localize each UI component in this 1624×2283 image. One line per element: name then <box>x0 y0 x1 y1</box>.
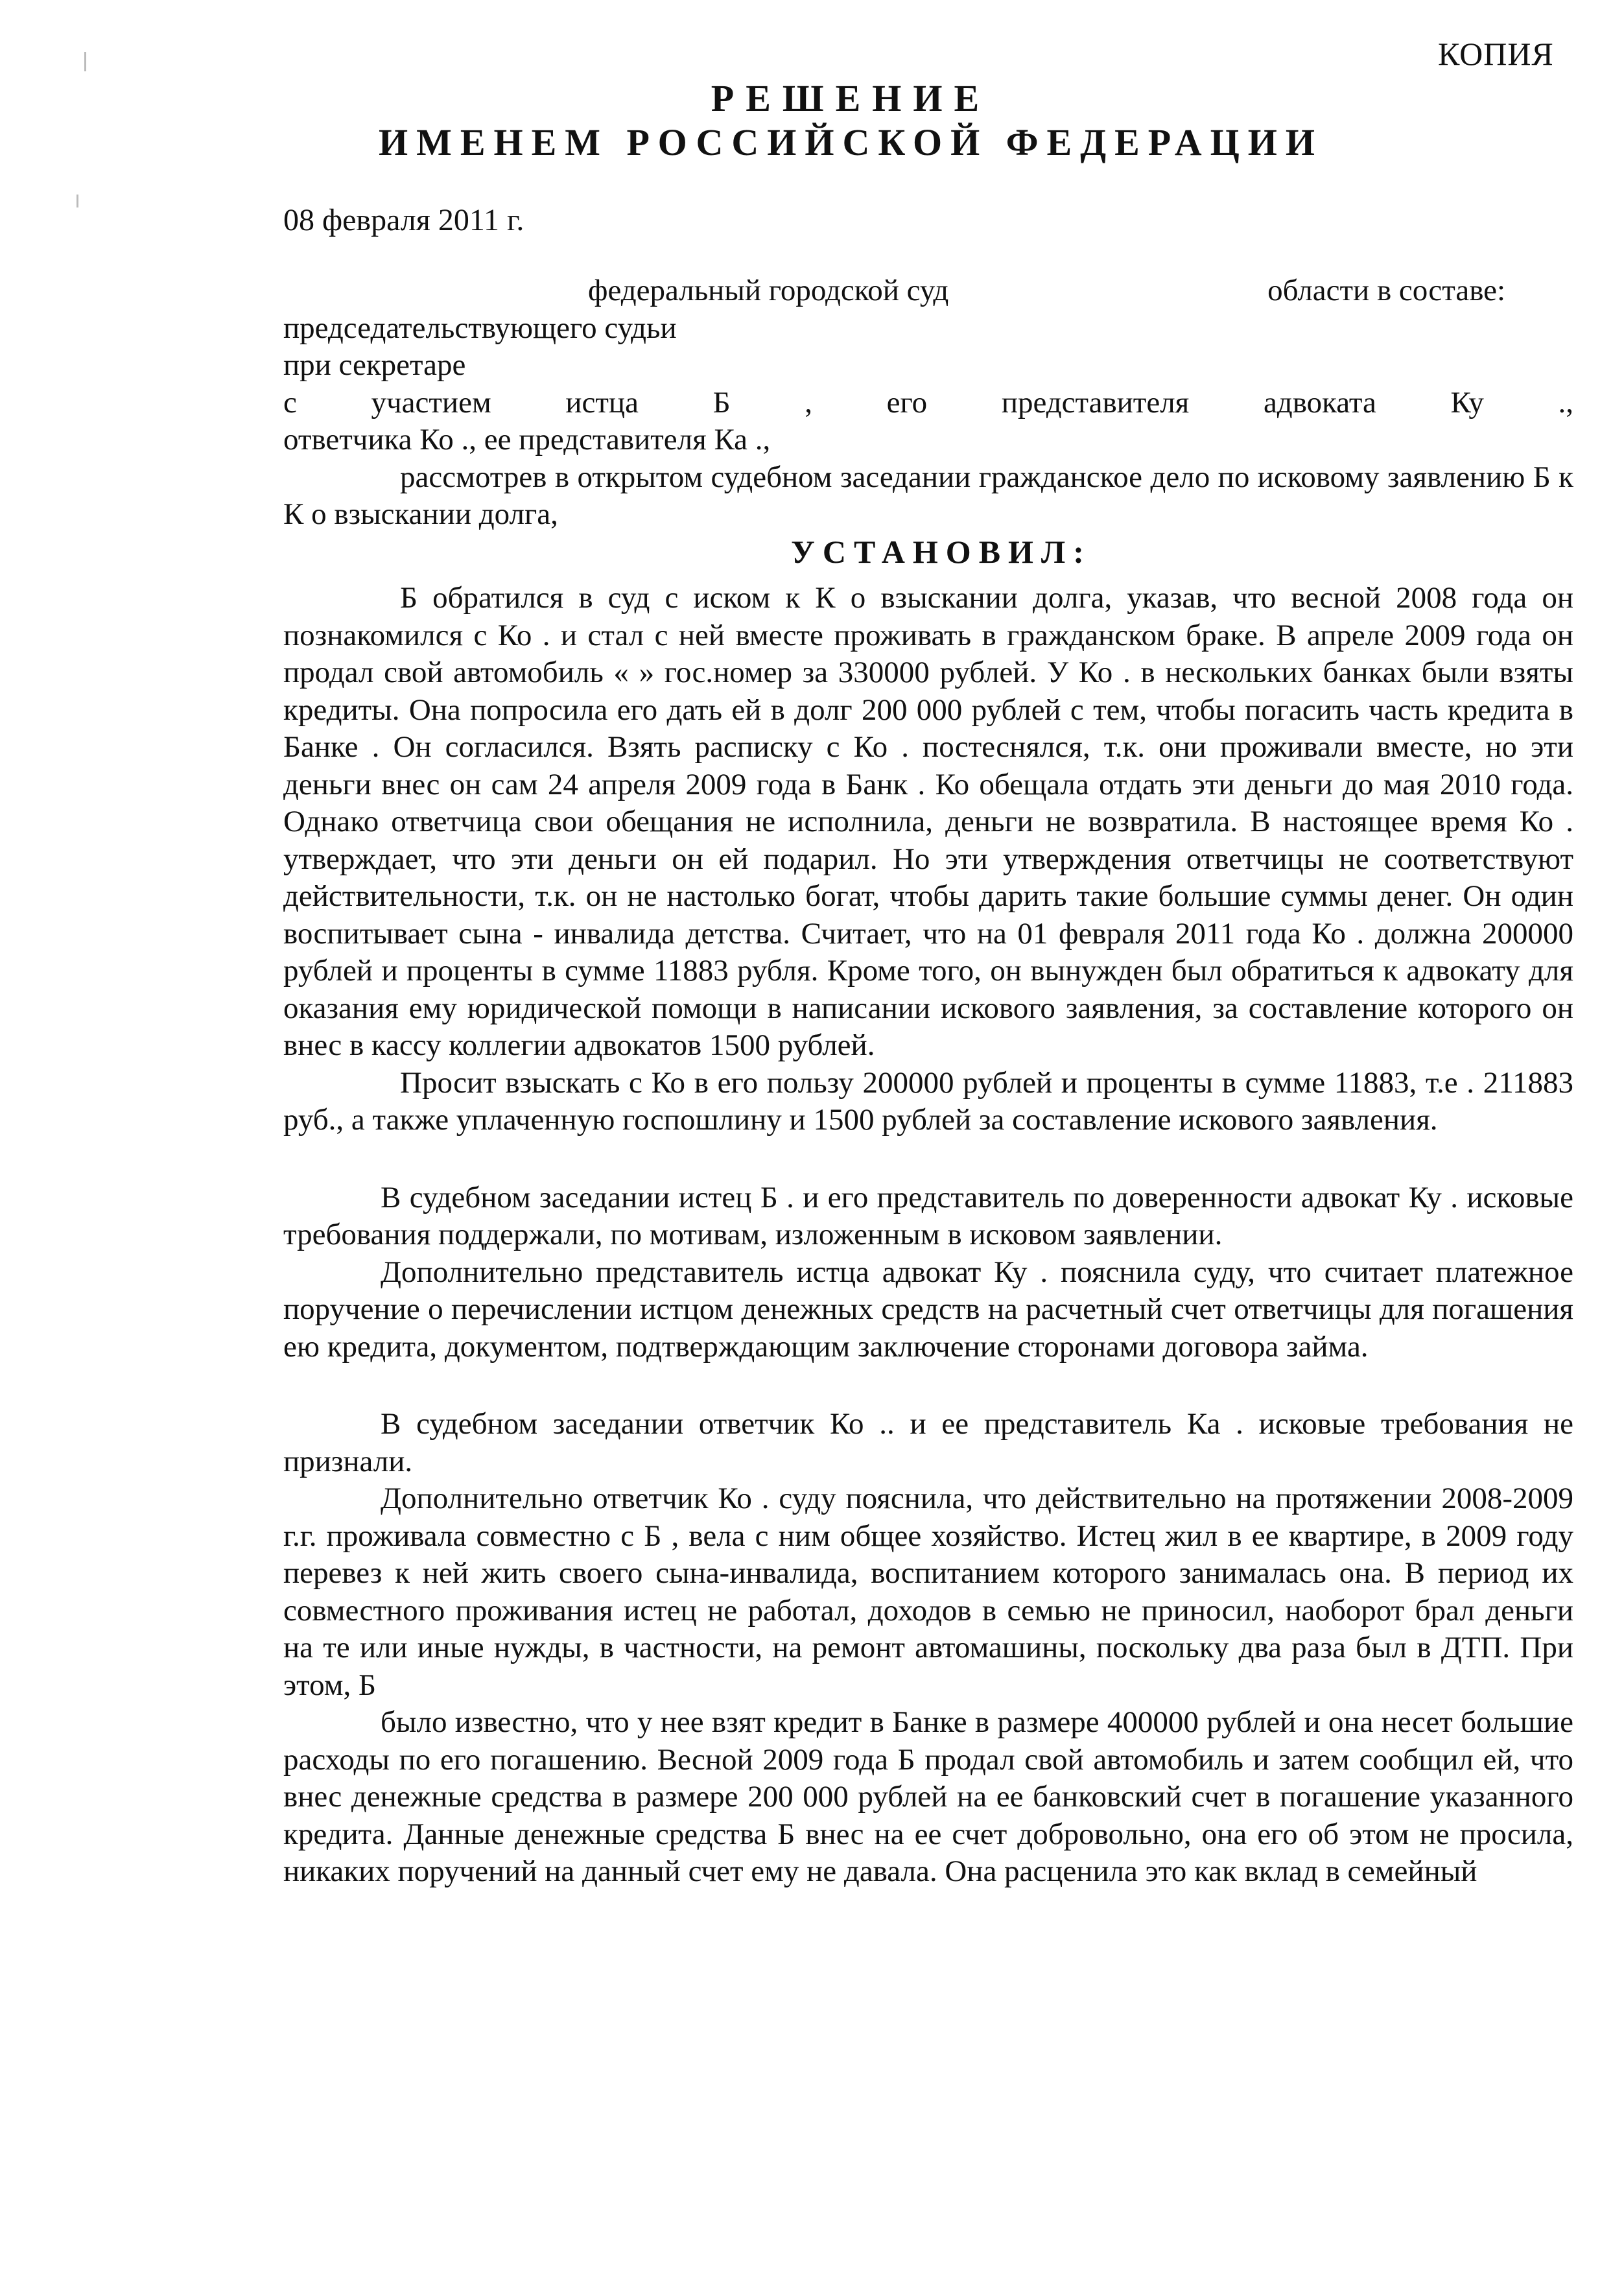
defendant-explanation-paragraph: Дополнительно ответчик Ко . суду пояснила, что действительно на протяжении 2008-2009 г.г. проживала совместно с Б , вела с ним общее хозяйство. Истец жил в ее квартире, в 2009 году перевез к ней жить своего сына-инвалида, воспитанием которого занималась она. В период их совместного проживания истец не работал, доходов в семью не приносил, наоборот брал деньги на те или иные нужды, в частности, на ремонт автомашины, поскольку два раза был в ДТП. При этом, Б <box>283 1482 1573 1702</box>
continuation-paragraph: было известно, что у нее взят кредит в Банке в размере 400000 рублей и она несет большие расходы по его погашению. Весной 2009 года Б продал свой автомобиль и затем сообщил ей, что внес денежные средства в размере 200 000 рублей на ее банковский счет в погашение указанного кредита. Данные денежные средства Б внес на ее счет добровольно, она его об этом не просила, никаких поручений на данный счет ему не давала. Она расценила это как вклад в семейный <box>283 1705 1573 1888</box>
decision-date: 08 февраля 2011 г. <box>283 203 524 237</box>
scan-mark <box>84 52 86 71</box>
defendant-line: ответчика Ко ., ее представителя Ка ., <box>283 423 771 456</box>
judge-line: председательствующего судьи <box>283 311 677 345</box>
document-subtitle: ИМЕНЕМ РОССИЙСКОЙ ФЕДЕРАЦИИ <box>378 121 1324 163</box>
court-name: федеральный городской суд <box>588 274 949 307</box>
request-paragraph: Просит взыскать с Ко в его пользу 200000 рублей и проценты в сумме 11883, т.е . 211883 руб., а также уплаченную госпошлину и 1500 рублей за составление искового заявления. <box>283 1065 1573 1137</box>
copy-stamp: КОПИЯ <box>1438 36 1554 72</box>
plaintiff-hearing-paragraph: В судебном заседании истец Б . и его представитель по доверенности адвокат Ку . исковые требования поддержали, по мотивам, изложенным в исковом заявлении. <box>283 1180 1573 1251</box>
claim-paragraph: Б обратился в суд с иском к К о взыскании долга, указав, что весной 2008 года он познакомился с Ко . и стал с ней вместе проживать в гражданском браке. В апреле 2009 года он продал свой автомобиль « » гос.номер за 330000 рублей. У Ко . в нескольких банках были взяты кредиты. Она попросила его дать ей в долг 200 000 рублей с тем, чтобы погасить часть кредита в Банке . Он согласился. Взять расписку с Ко . постеснялся, т.к. они проживали вместе, но эти деньги внес он сам 24 апреля 2009 года в Банк . Ко обещала отдать эти деньги до мая 2010 года. Однако ответчица свои обещания не исполнила, деньги не возвратила. В настоящее время Ко . утверждает, что эти деньги он ей подарил. Но эти утверждения ответчицы не соответствуют действительности, т.к. он не настолько богат, чтобы дарить такие большие суммы денег. Он один воспитывает сына - инвалида детства. Считает, что на 01 февраля 2011 года Ко . должна 200000 рублей и проценты в сумме 11883 рубля. Кроме того, он вынужден был обратиться к адвокату для оказания ему юридической помощи в написании искового заявления, за составление которого он внес в кассу коллегии адвокатов 1500 рублей. <box>283 581 1573 1062</box>
defendant-hearing-paragraph: В судебном заседании ответчик Ко .. и ее представитель Ка . исковые требования не признали. <box>283 1407 1573 1478</box>
document-title: РЕШЕНИЕ <box>711 77 991 119</box>
document-body <box>283 272 1573 1891</box>
court-line <box>283 272 1573 310</box>
section-title: УСТАНОВИЛ: <box>791 533 1092 570</box>
secretary-line: при секретаре <box>283 348 466 382</box>
plaintiff-line: с участием истца Б , его представителя адвоката Ку ., <box>283 385 1573 420</box>
scan-mark <box>76 195 78 207</box>
considered-paragraph: рассмотрев в открытом судебном заседании гражданское дело по исковому заявлению Б к К о взыскании долга, <box>283 460 1573 531</box>
court-region: области в составе: <box>1267 274 1506 307</box>
representative-paragraph: Дополнительно представитель истца адвокат Ку . пояснила суду, что считает платежное поручение о перечислении истцом денежных средств на расчетный счет ответчицы для погашения ею кредита, документом, подтверждающим заключение сторонами договора займа. <box>283 1255 1573 1364</box>
